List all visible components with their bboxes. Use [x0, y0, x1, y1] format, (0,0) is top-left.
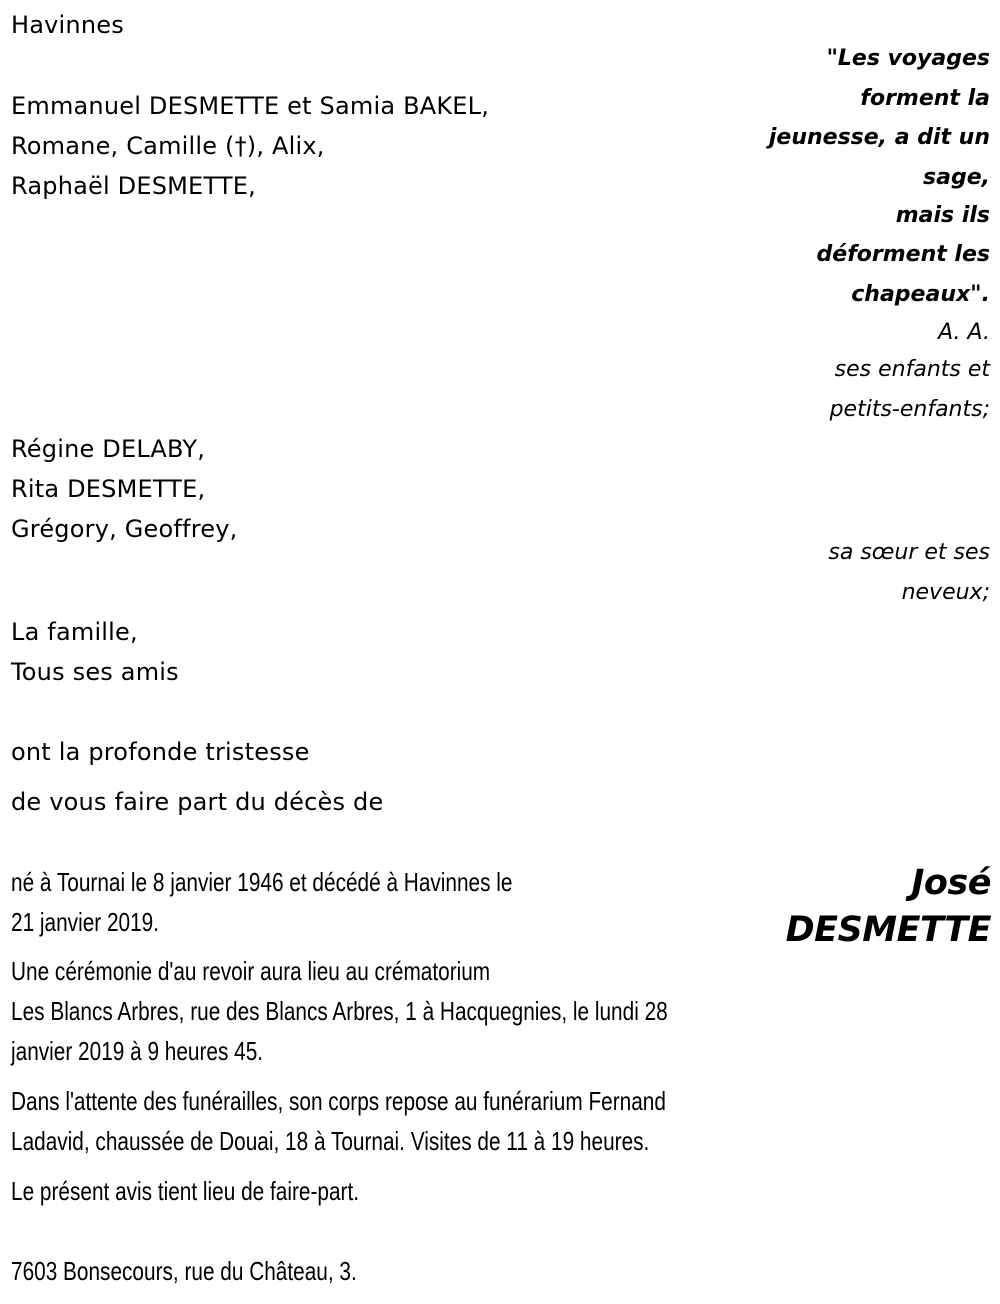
- quote-line: sage,: [923, 165, 990, 190]
- announcement-text: ont la profonde tristesse: [11, 738, 310, 766]
- visitation-text: Dans l'attente des funérailles, son corps repose au funérarium Fernand: [11, 1086, 666, 1116]
- quote-line: "Les voyages: [826, 46, 990, 71]
- locality: Havinnes: [11, 11, 124, 39]
- quote-line: jeunesse, a dit un: [768, 125, 990, 150]
- relation-label: sa sœur et ses: [828, 540, 990, 565]
- quote-line: déforment les: [816, 242, 990, 267]
- family-line: Grégory, Geoffrey,: [11, 515, 238, 543]
- ceremony-text: Les Blancs Arbres, rue des Blancs Arbres, 1 à Hacquegnies, le lundi 28: [11, 996, 668, 1026]
- relation-label: ses enfants et: [834, 357, 990, 382]
- birth-death-text: 21 janvier 2019.: [11, 907, 160, 937]
- announcement-text: de vous faire part du décès de: [11, 788, 384, 816]
- family-line: Raphaël DESMETTE,: [11, 172, 256, 200]
- quote-line: mais ils: [895, 203, 990, 228]
- deceased-first-name: José: [911, 863, 991, 903]
- relation-label: neveux;: [901, 580, 990, 605]
- disclaimer-text: Le présent avis tient lieu de faire-part.: [11, 1176, 360, 1206]
- birth-death-text: né à Tournai le 8 janvier 1946 et décédé à Havinnes le: [11, 867, 513, 897]
- family-line: Régine DELABY,: [11, 435, 206, 463]
- visitation-text: Ladavid, chaussée de Douai, 18 à Tournai. Visites de 11 à 19 heures.: [11, 1126, 650, 1156]
- family-line: Emmanuel DESMETTE et Samia BAKEL,: [11, 92, 490, 120]
- family-line: Romane, Camille (†), Alix,: [11, 132, 325, 160]
- quote-line: forment la: [860, 86, 990, 111]
- deceased-last-name: DESMETTE: [785, 910, 991, 950]
- ceremony-text: Une cérémonie d'au revoir aura lieu au crématorium: [11, 956, 491, 986]
- ceremony-text: janvier 2019 à 9 heures 45.: [11, 1036, 264, 1066]
- quote-line: chapeaux".: [851, 282, 990, 307]
- family-line: Tous ses amis: [11, 658, 179, 686]
- relation-label: petits-enfants;: [829, 397, 990, 422]
- quote-author: A. A.: [938, 320, 990, 345]
- address-text: 7603 Bonsecours, rue du Château, 3.: [11, 1256, 357, 1286]
- family-line: La famille,: [11, 618, 138, 646]
- family-line: Rita DESMETTE,: [11, 475, 206, 503]
